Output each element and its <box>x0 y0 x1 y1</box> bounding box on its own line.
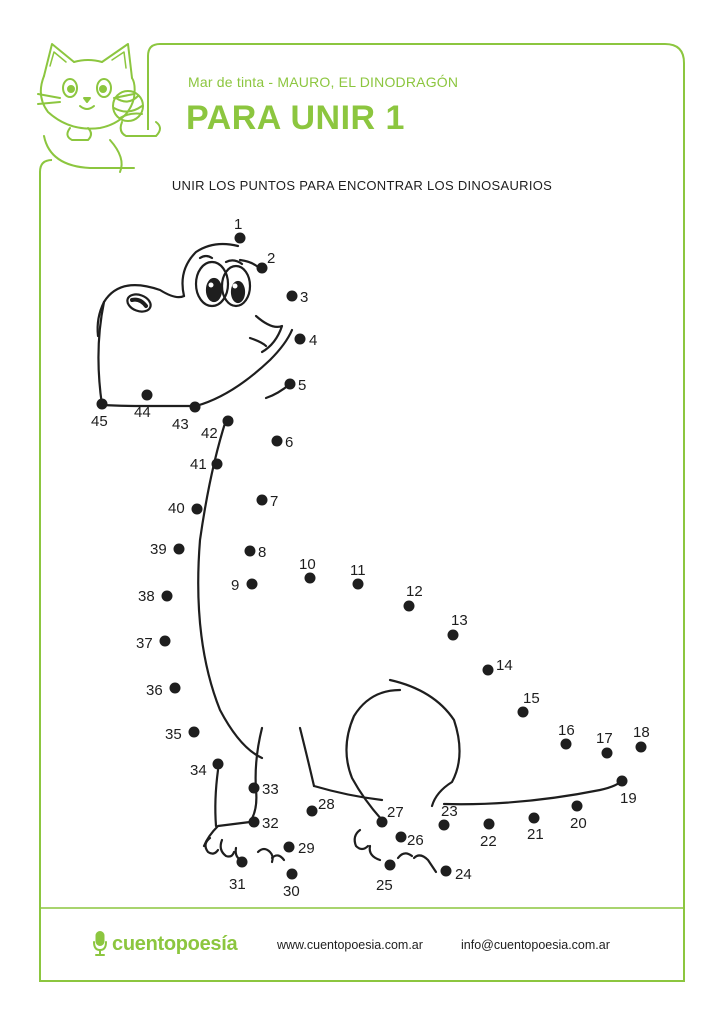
dot-label: 6 <box>285 434 294 451</box>
dot-label: 34 <box>190 762 207 779</box>
dot-label: 17 <box>596 730 613 747</box>
dot-label: 44 <box>134 404 151 421</box>
dot-label: 35 <box>165 726 182 743</box>
dot-label: 10 <box>299 556 316 573</box>
dot-label: 42 <box>201 425 218 442</box>
footer-website[interactable]: www.cuentopoesia.com.ar <box>277 938 423 952</box>
footer-email[interactable]: info@cuentopoesia.com.ar <box>461 938 610 952</box>
dot-label: 11 <box>350 562 366 579</box>
dot-label: 2 <box>267 250 276 267</box>
dot-label: 41 <box>190 456 207 473</box>
dot-label: 13 <box>451 612 468 629</box>
dot-label: 32 <box>262 815 279 832</box>
dot-label: 22 <box>480 833 497 850</box>
worksheet-subtitle: Mar de tinta - MAURO, EL DINODRAGÓN <box>188 74 459 90</box>
dot-label: 4 <box>309 332 318 349</box>
dot-label: 25 <box>376 877 393 894</box>
dot-label: 12 <box>406 583 423 600</box>
dot-label: 9 <box>231 577 240 594</box>
dot-label: 38 <box>138 588 155 605</box>
dot-label: 40 <box>168 500 185 517</box>
dot-label: 39 <box>150 541 167 558</box>
dot-label: 27 <box>387 804 404 821</box>
dot-label: 18 <box>633 724 650 741</box>
dot-label: 5 <box>298 377 307 394</box>
dot-label: 36 <box>146 682 163 699</box>
dot-label: 21 <box>527 826 544 843</box>
dot-label: 29 <box>298 840 315 857</box>
microphone-logo-icon <box>92 931 108 957</box>
dot-label: 14 <box>496 657 513 674</box>
dot-label: 45 <box>91 413 108 430</box>
brand-name: cuentopoesía <box>112 932 238 955</box>
dot-label: 30 <box>283 883 300 900</box>
dot-label: 33 <box>262 781 279 798</box>
dot-label: 23 <box>441 803 458 820</box>
dot-label: 24 <box>455 866 472 883</box>
dot-label: 3 <box>300 289 309 306</box>
dot-label: 20 <box>570 815 587 832</box>
dot-label: 16 <box>558 722 575 739</box>
instruction-text: UNIR LOS PUNTOS PARA ENCONTRAR LOS DINOSAURIOS <box>171 178 553 193</box>
dot-label: 7 <box>270 493 279 510</box>
dot-label: 19 <box>620 790 637 807</box>
dinosaur-outline <box>98 244 622 872</box>
dot-label: 28 <box>318 796 335 813</box>
dot-label: 37 <box>136 635 153 652</box>
page-title: PARA UNIR 1 <box>186 99 405 137</box>
dot-label: 8 <box>258 544 267 561</box>
dot-label: 15 <box>523 690 540 707</box>
dot-label: 26 <box>407 832 424 849</box>
dot-label: 1 <box>234 216 243 233</box>
dot-label: 31 <box>229 876 246 893</box>
footer-logo <box>92 930 237 958</box>
dot-label: 43 <box>172 416 189 433</box>
